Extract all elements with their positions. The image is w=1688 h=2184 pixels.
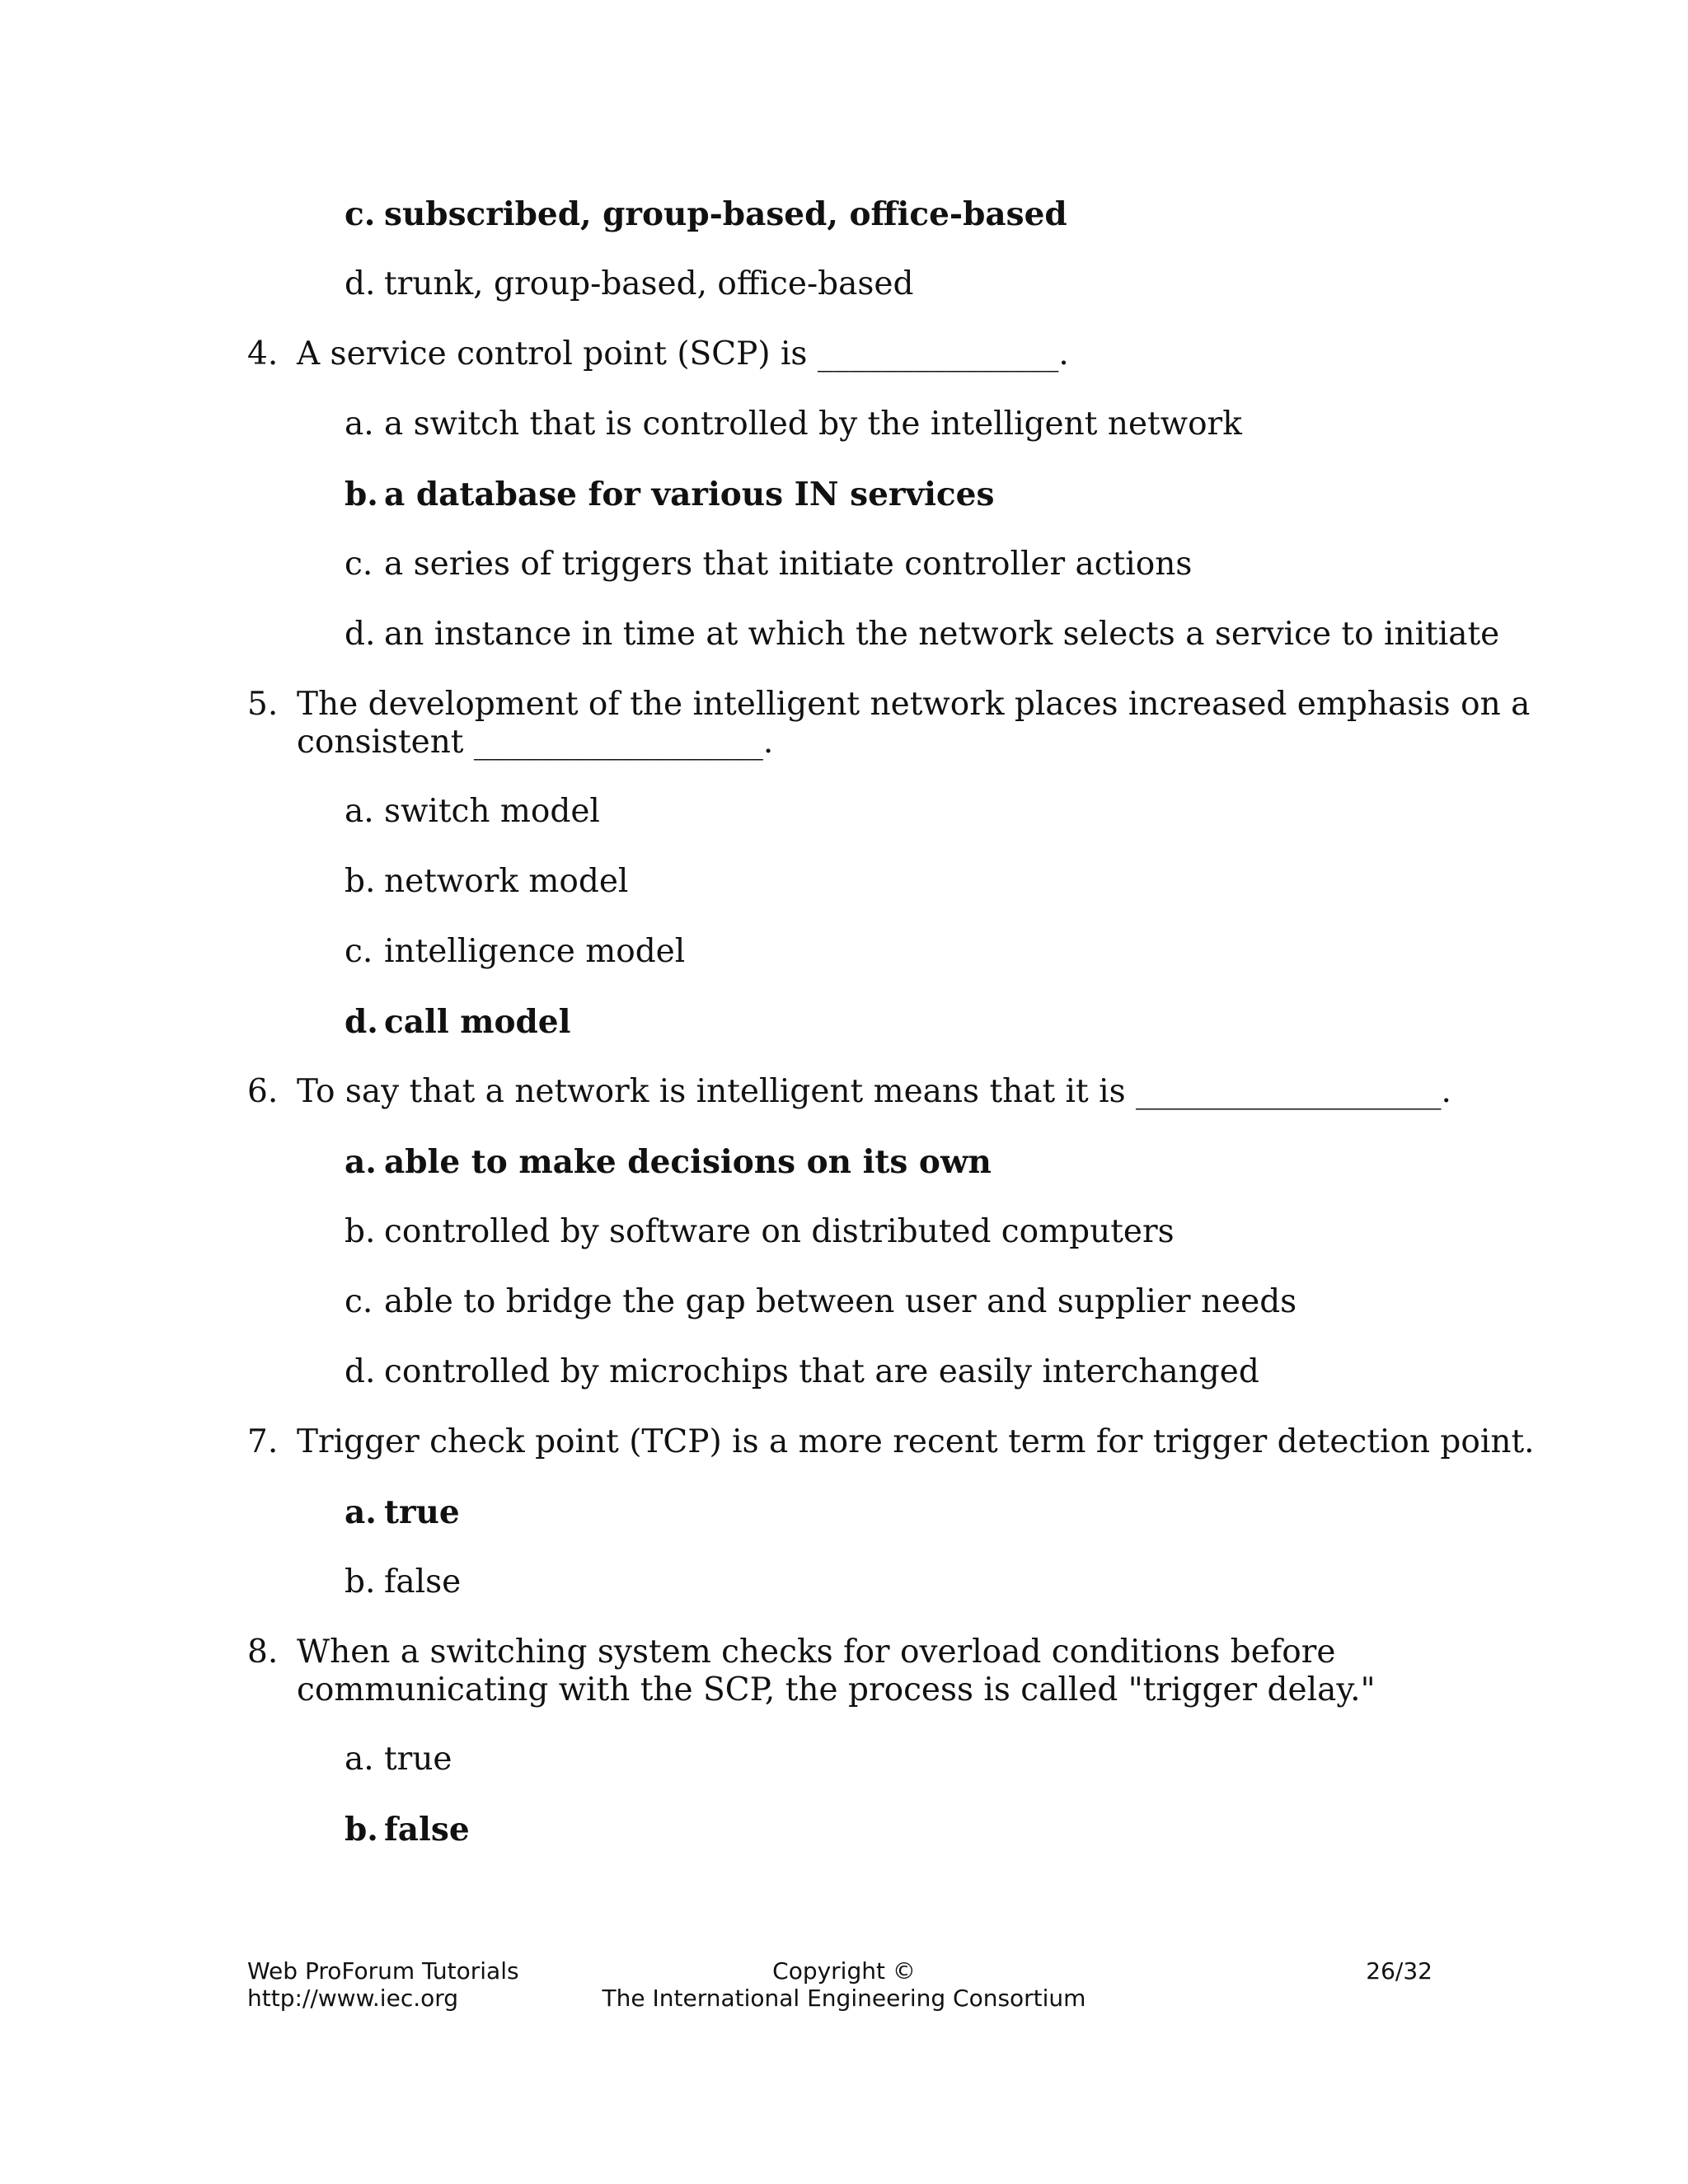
option-letter: a. (345, 793, 374, 830)
option-6d (345, 1353, 1259, 1391)
option-8a (345, 1741, 452, 1779)
question-text: Trigger check point (TCP) is a more recent term for trigger detection point. (297, 1423, 1535, 1460)
option-6a (345, 1143, 992, 1181)
option-text: trunk, group-based, office-based (384, 265, 914, 302)
option-letter: b. (345, 1563, 376, 1601)
question-number: 8. (247, 1633, 279, 1671)
option-text: subscribed, group-based, office-based (384, 195, 1067, 233)
footer-page-number: 26/32 (1366, 1957, 1432, 1985)
option-text: able to make decisions on its own (384, 1143, 992, 1181)
option-text: true (384, 1493, 460, 1531)
footer-publisher: Web ProForum Tutorials (247, 1957, 519, 1985)
option-text: controlled by software on distributed computers (384, 1213, 1175, 1250)
option-letter: c. (345, 546, 373, 583)
option-letter: a. (345, 1493, 377, 1531)
option-text: false (384, 1563, 462, 1601)
option-5b (345, 863, 628, 901)
footer-organization: The International Engineering Consortium (602, 1985, 1086, 2012)
option-4d (345, 616, 1499, 654)
option-text: a series of triggers that initiate controller actions (384, 546, 1193, 583)
option-text: able to bridge the gap between user and supplier needs (384, 1283, 1297, 1320)
option-3c (345, 195, 1067, 233)
option-text: false (384, 1811, 470, 1849)
option-6c (345, 1283, 1296, 1321)
option-7b (345, 1563, 461, 1601)
option-letter: c. (345, 195, 376, 233)
question-text: The development of the intelligent network places increased emphasis on a (297, 686, 1531, 723)
option-text: an instance in time at which the network selects a service to initiate (384, 616, 1500, 653)
question-number: 4. (247, 335, 279, 373)
footer-copyright (0, 1957, 1688, 2012)
question-text: When a switching system checks for overload conditions before (297, 1633, 1336, 1671)
question-number: 7. (247, 1423, 279, 1460)
option-text: intelligence model (384, 933, 686, 970)
question-text: To say that a network is intelligent means that it is ___________________. (297, 1073, 1451, 1110)
option-text: switch model (384, 793, 600, 830)
question-number: 5. (247, 686, 279, 723)
question-number: 6. (247, 1073, 279, 1110)
option-text: a switch that is controlled by the intelligent network (384, 405, 1242, 443)
option-4c (345, 546, 1192, 583)
option-letter: d. (345, 265, 376, 302)
option-letter: c. (345, 1283, 373, 1320)
option-5a (345, 793, 600, 831)
option-3d (345, 265, 913, 303)
option-6b (345, 1213, 1175, 1251)
question-text: A service control point (SCP) is _______________. (297, 335, 1069, 373)
option-8b (345, 1811, 470, 1849)
option-text: a database for various IN services (384, 476, 995, 513)
option-text: call model (384, 1003, 571, 1041)
option-letter: c. (345, 933, 373, 970)
option-letter: a. (345, 1143, 377, 1181)
option-5c (345, 933, 685, 971)
option-7a (345, 1493, 460, 1531)
question-text-line-2: communicating with the SCP, the process is called "trigger delay." (297, 1671, 1376, 1708)
option-letter: b. (345, 1811, 378, 1849)
option-4b (345, 476, 994, 513)
option-text: controlled by microchips that are easily interchanged (384, 1353, 1259, 1390)
footer-copyright-label: Copyright © (772, 1957, 916, 1985)
option-4a (345, 405, 1242, 443)
option-letter: b. (345, 1213, 376, 1250)
footer-url: http://www.iec.org (247, 1985, 459, 2012)
option-letter: d. (345, 1003, 378, 1041)
option-text: network model (384, 863, 629, 900)
option-letter: d. (345, 1353, 376, 1390)
option-letter: b. (345, 863, 376, 900)
option-letter: b. (345, 476, 378, 513)
question-text-line-2: consistent __________________. (297, 724, 774, 761)
option-text: true (384, 1741, 452, 1778)
option-letter: a. (345, 405, 374, 443)
option-5d (345, 1003, 570, 1041)
option-letter: a. (345, 1741, 374, 1778)
option-letter: d. (345, 616, 376, 653)
